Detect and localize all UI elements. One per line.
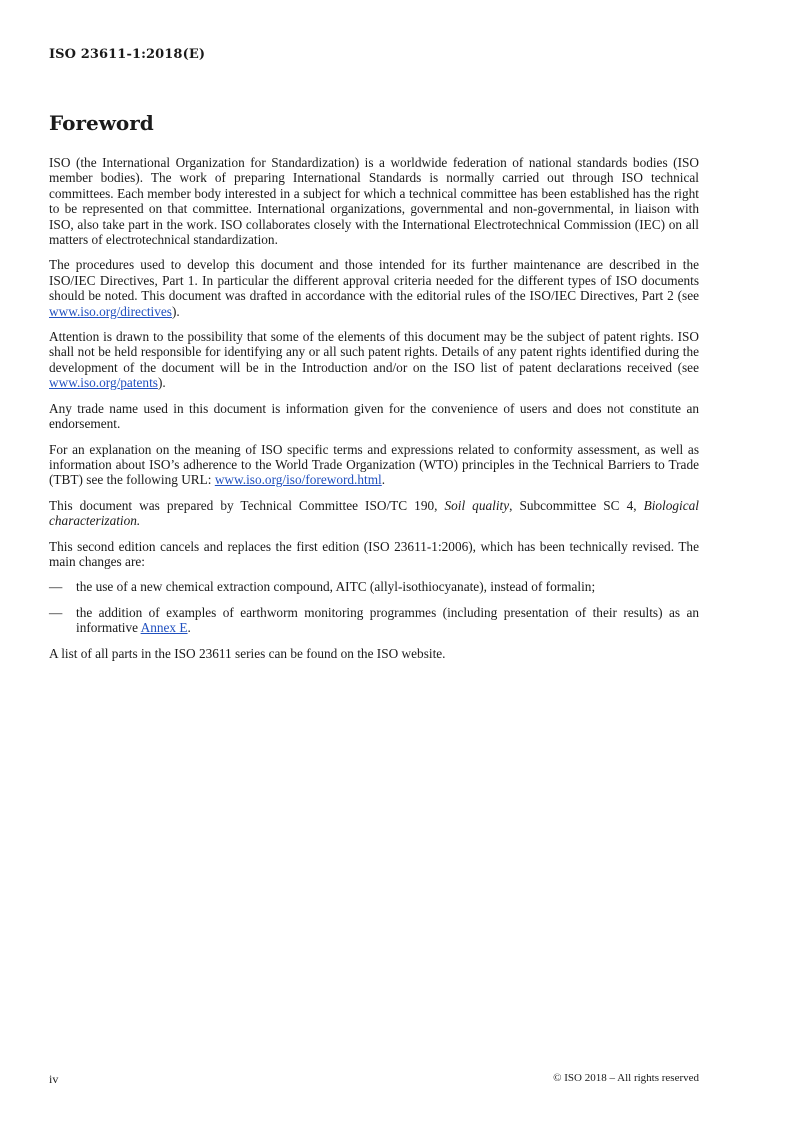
paragraph-series: A list of all parts in the ISO 23611 series can be found on the ISO website.: [49, 645, 446, 661]
page-number: iv: [49, 1072, 59, 1086]
annex-e-link[interactable]: Annex E: [140, 620, 188, 636]
paragraph-committee-text: This document was prepared by Technical Committee ISO/TC 190,: [49, 497, 445, 513]
paragraph-procedures: [49, 257, 699, 319]
subcommittee-title: Biological characterization.: [49, 497, 699, 529]
foreword-url-link[interactable]: www.iso.org/iso/foreword.html: [214, 472, 382, 488]
paragraph-conformity-end: .: [381, 472, 386, 488]
paragraph-iso-intro: ISO (the International Organization for Standardization) is a worldwide federation of national standards bodies (ISO member bodies). The work of preparing International Standards is normally carried out through ISO technical committees. Each member body interested in a subject for which a technical committee has been established has the right to be represented on that committee. International organizations, governmental and non-governmental, in liaison with ISO, also take part in the work. ISO collaborates closely with the International Electrotechnical Commission (IEC) on all matters of electrotechnical standardization.: [49, 155, 699, 248]
paragraph-edition: This second edition cancels and replaces the first edition (ISO 23611-1:2006), which has been technically revised. The main changes are:: [49, 538, 699, 569]
patents-link[interactable]: www.iso.org/patents: [49, 375, 158, 391]
list-item-text-start: the addition of examples of earthworm monitoring programmes (including presentation of their results) as an informative: [76, 604, 699, 636]
paragraph-patents-end: ).: [157, 375, 166, 391]
page-footer: [49, 1072, 699, 1087]
committee-title: Soil quality: [444, 497, 510, 513]
list-item-text: [76, 605, 699, 636]
directives-link[interactable]: www.iso.org/directives: [49, 303, 172, 319]
list-item-text-end: .: [187, 620, 191, 636]
paragraph-procedures-text: The procedures used to develop this document and those intended for its further maintenance are described in the ISO/IEC Directives, Part 1. In particular the different approval criteria needed for the different types of ISO documents should be noted. This document was drafted in accordance with the editorial rules of the ISO/IEC Directives, Part 2 (see: [49, 257, 699, 304]
list-item-text: the use of a new chemical extraction compound, AITC (allyl-isothiocyanate), instead of formalin;: [76, 579, 596, 595]
paragraph-trade-name: Any trade name used in this document is information given for the convenience of users and does not constitute an endorsement.: [49, 400, 699, 432]
dash-bullet: —: [49, 604, 63, 620]
paragraph-committee: [49, 498, 699, 529]
list-item: [49, 579, 699, 594]
paragraph-procedures-end: ).: [171, 303, 180, 319]
paragraph-committee-mid: , Subcommittee SC 4,: [509, 497, 644, 513]
list-item: [49, 605, 699, 636]
paragraph-conformity: [49, 442, 699, 488]
dash-bullet: —: [49, 579, 63, 595]
foreword-body: [49, 155, 699, 671]
paragraph-patents-text: Attention is drawn to the possibility that some of the elements of this document may be the subject of patent rights. ISO shall not be held responsible for identifying any or all such patent rights. Details of any patent rights identified during the development of the document will be in the Introduction and/or on the ISO list of patent declarations received (see: [49, 329, 699, 375]
page-title: Foreword: [49, 111, 154, 135]
paragraph-patents: [49, 329, 699, 391]
copyright-notice: © ISO 2018 – All rights reserved: [553, 1072, 699, 1084]
paragraph-conformity-text: For an explanation on the meaning of ISO specific terms and expressions related to conformity assessment, as well as information about ISO’s adherence to the World Trade Organization (WTO) principles in the Technical Barriers to Trade (TBT) see the following URL:: [49, 441, 699, 488]
document-identifier: ISO 23611-1:2018(E): [49, 47, 206, 62]
